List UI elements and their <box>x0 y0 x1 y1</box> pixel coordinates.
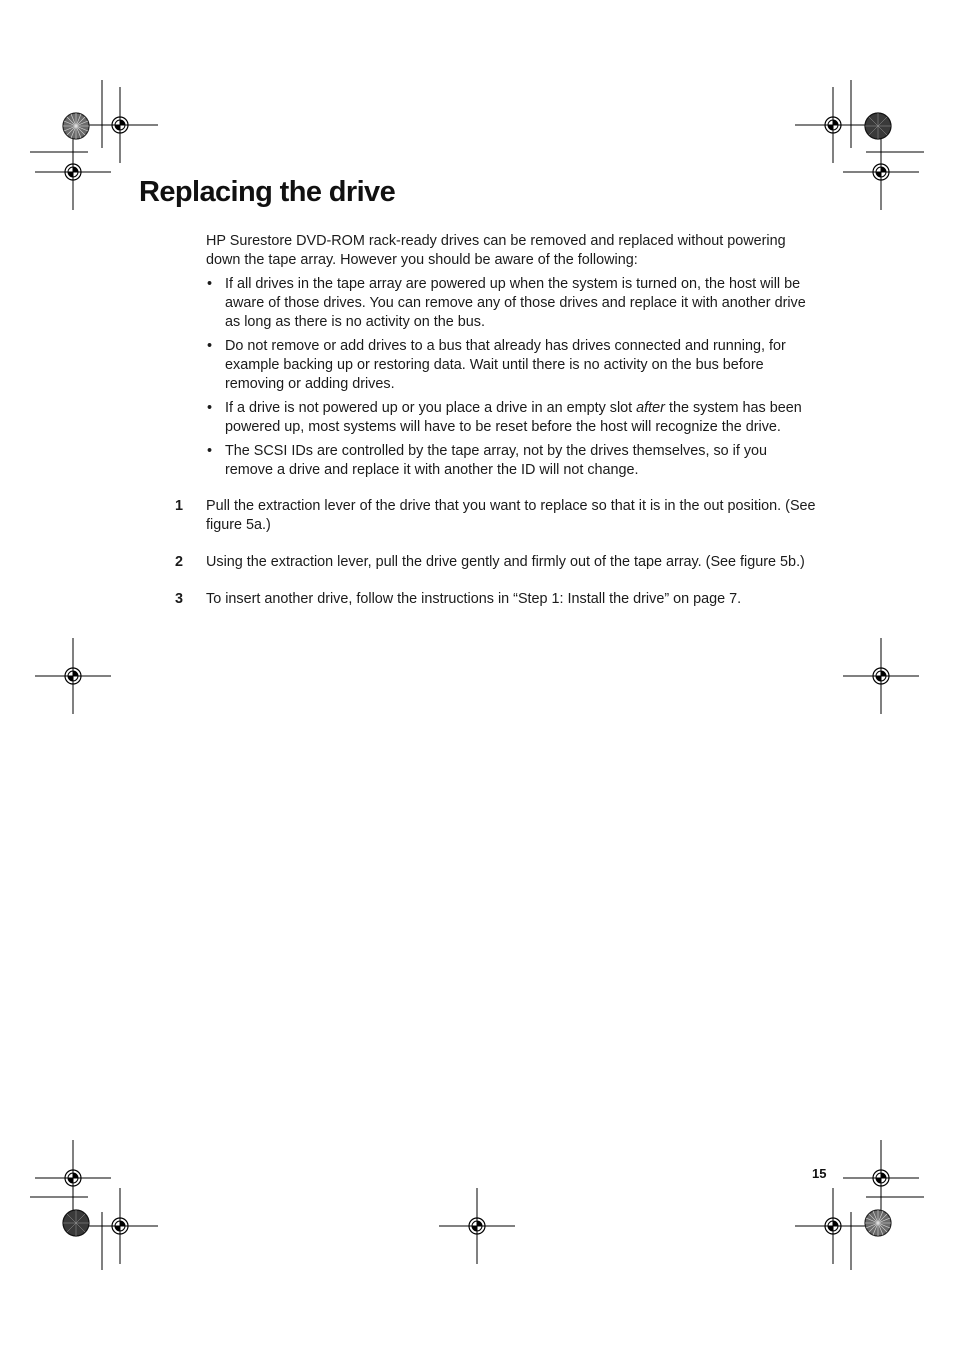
registration-crosshair-icon <box>843 638 919 714</box>
registration-crosshair-icon <box>82 1188 158 1264</box>
list-item-text: Do not remove or add drives to a bus that already has drives connected and running, for example backing up or restoring data. Wait until there is no activity on the bus before removing or adding drives. <box>225 338 786 392</box>
section-body <box>206 232 818 485</box>
intro-paragraph: HP Surestore DVD-ROM rack-ready drives can be removed and replaced without powering down the tape array. However you should be aware of the following: <box>206 233 786 268</box>
registration-crosshair-icon <box>439 1188 515 1264</box>
bullet-icon: • <box>207 276 213 292</box>
registration-crosshair-icon <box>82 87 158 163</box>
step-number: 2 <box>175 554 184 570</box>
text-run: If a drive is not powered up or you place a drive in an empty slot <box>225 400 637 416</box>
text-run: the system has been powered up, most systems will have to be reset before the host will recognize the drive. <box>225 400 802 435</box>
page-title: Replacing the drive <box>139 176 396 208</box>
list-item-text: If all drives in the tape array are powered up when the system is turned on, the host will be aware of those drives. You can remove any of those drives and replace it with another drive as long as there is no activity on the bus. <box>225 276 806 330</box>
step-number: 3 <box>175 591 184 607</box>
step-text: Using the extraction lever, pull the drive gently and firmly out of the tape array. (See figure 5b.) <box>206 554 805 570</box>
emphasis-text: after <box>636 400 665 416</box>
registration-crosshair-icon <box>843 1140 919 1216</box>
step-item <box>175 553 825 572</box>
bullet-icon: • <box>207 338 213 354</box>
list-item <box>206 442 818 480</box>
registration-crosshair-icon <box>843 134 919 210</box>
step-text: To insert another drive, follow the instructions in “Step 1: Install the drive” on page 7. <box>206 591 742 607</box>
registration-crosshair-icon <box>35 134 111 210</box>
step-text: Pull the extraction lever of the drive that you want to replace so that it is in the out position. (See figure 5a.) <box>206 498 816 533</box>
registration-crosshair-icon <box>795 1188 871 1264</box>
list-item-text <box>225 400 802 435</box>
starburst-target-icon <box>63 1210 89 1236</box>
starburst-target-icon <box>865 113 891 139</box>
list-item <box>206 275 818 332</box>
step-item <box>175 590 825 609</box>
registration-crosshair-icon <box>35 638 111 714</box>
list-item <box>206 399 818 437</box>
notes-list <box>206 275 818 480</box>
starburst-target-icon <box>865 1210 891 1236</box>
registration-crosshair-icon <box>795 87 871 163</box>
bullet-icon: • <box>207 400 213 416</box>
list-item <box>206 337 818 394</box>
steps-list <box>175 497 825 627</box>
registration-crosshair-icon <box>35 1140 111 1216</box>
list-item-text: The SCSI IDs are controlled by the tape array, not by the drives themselves, so if you remove a drive and replace it with another the ID will not change. <box>225 443 768 478</box>
step-number: 1 <box>175 498 184 514</box>
bullet-icon: • <box>207 443 213 459</box>
starburst-target-icon <box>63 113 89 139</box>
step-item <box>175 497 825 535</box>
page-number: 15 <box>812 1166 827 1181</box>
